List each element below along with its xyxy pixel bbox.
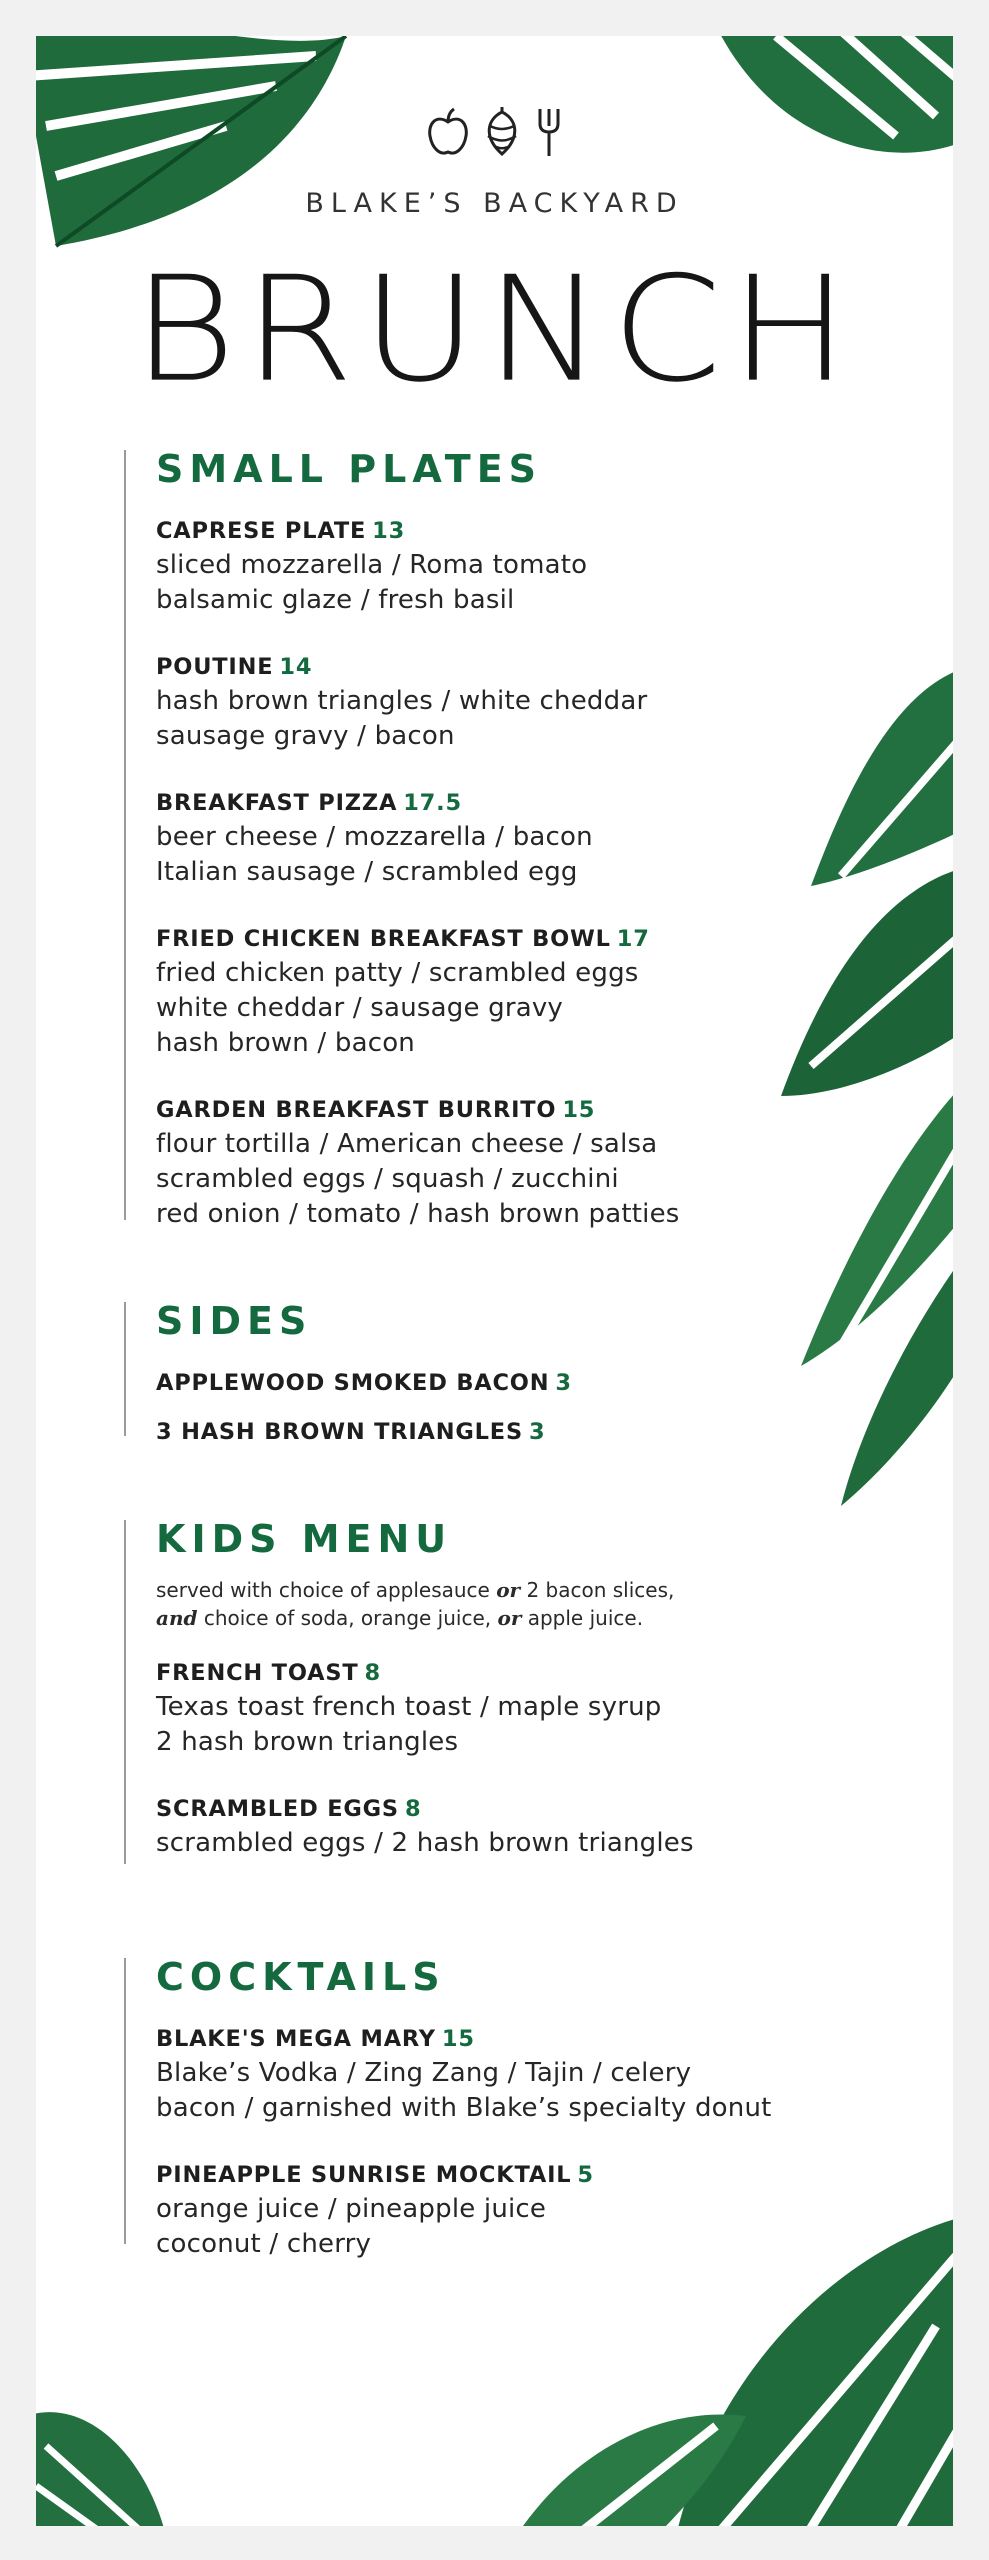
item-desc: bacon / garnished with Blake’s specialty donut xyxy=(156,2093,772,2123)
menu-item xyxy=(156,786,680,890)
item-desc: Texas toast french toast / maple syrup xyxy=(156,1692,662,1722)
item-desc: balsamic glaze / fresh basil xyxy=(156,585,515,615)
section-title: SMALL PLATES xyxy=(156,447,543,491)
monstera-leaf-bottom-right-icon xyxy=(516,2216,953,2526)
menu-item xyxy=(156,514,680,618)
item-desc: fried chicken patty / scrambled eggs xyxy=(156,958,639,988)
cocktails-section xyxy=(124,1955,772,2259)
item-price: 15 xyxy=(562,1097,596,1123)
menu-sheet xyxy=(36,36,953,2526)
item-desc: sliced mozzarella / Roma tomato xyxy=(156,550,588,580)
menu-item xyxy=(156,1415,572,1449)
small-plates-section xyxy=(124,447,680,1229)
item-desc: beer cheese / mozzarella / bacon xyxy=(156,822,593,852)
item-name: GARDEN BREAKFAST BURRITO xyxy=(156,1097,557,1123)
brand-name: BLAKE’S BACKYARD xyxy=(305,188,684,219)
item-name: APPLEWOOD SMOKED BACON xyxy=(156,1370,550,1396)
menu-item xyxy=(156,1656,694,1760)
section-title: SIDES xyxy=(156,1299,313,1343)
item-price: 15 xyxy=(441,2026,475,2052)
item-name: POUTINE xyxy=(156,654,274,680)
item-desc: scrambled eggs / squash / zucchini xyxy=(156,1164,619,1194)
menu-item xyxy=(156,2158,772,2262)
item-name: PINEAPPLE SUNRISE MOCKTAIL xyxy=(156,2162,572,2188)
item-price: 8 xyxy=(364,1660,381,1686)
item-name: BREAKFAST PIZZA xyxy=(156,790,398,816)
item-desc: hash brown / bacon xyxy=(156,1028,415,1058)
item-name: 3 HASH BROWN TRIANGLES xyxy=(156,1419,523,1445)
fork-icon xyxy=(534,106,564,158)
item-desc: 2 hash brown triangles xyxy=(156,1727,459,1757)
item-desc: scrambled eggs / 2 hash brown triangles xyxy=(156,1828,694,1858)
item-name: CAPRESE PLATE xyxy=(156,518,367,544)
item-price: 17 xyxy=(616,926,650,952)
item-desc: Blake’s Vodka / Zing Zang / Tajin / celery xyxy=(156,2058,692,2088)
page-title: BRUNCH xyxy=(132,245,857,415)
item-desc: coconut / cherry xyxy=(156,2229,372,2259)
item-desc: Italian sausage / scrambled egg xyxy=(156,857,578,887)
menu-item xyxy=(156,922,680,1061)
menu-item xyxy=(156,2022,772,2126)
header-icons xyxy=(36,106,953,158)
monstera-leaf-right-side-icon xyxy=(781,626,953,1506)
item-price: 8 xyxy=(404,1796,422,1822)
item-price: 5 xyxy=(577,2162,594,2188)
item-desc: red onion / tomato / hash brown patties xyxy=(156,1199,680,1229)
hop-icon xyxy=(480,106,524,158)
kids-menu-note: served with choice of applesauce or 2 bacon slices, and choice of soda, orange juice, or apple juice. xyxy=(156,1578,675,1630)
monstera-leaf-bottom-left-icon xyxy=(36,2396,176,2526)
kids-menu-section xyxy=(124,1517,694,1864)
item-desc: hash brown triangles / white cheddar xyxy=(156,686,648,716)
item-desc: flour tortilla / American cheese / salsa xyxy=(156,1129,658,1159)
item-desc: sausage gravy / bacon xyxy=(156,721,455,751)
item-name: FRIED CHICKEN BREAKFAST BOWL xyxy=(156,926,611,952)
apple-icon xyxy=(426,106,470,158)
section-title: COCKTAILS xyxy=(156,1955,446,1999)
item-name: FRENCH TOAST xyxy=(156,1660,359,1686)
sides-section xyxy=(124,1299,572,1445)
menu-item xyxy=(156,1792,694,1861)
menu-item xyxy=(156,1366,572,1400)
item-price: 3 xyxy=(555,1370,572,1396)
item-desc: orange juice / pineapple juice xyxy=(156,2194,547,2224)
item-name: SCRAMBLED EGGS xyxy=(156,1796,399,1822)
item-price: 14 xyxy=(279,654,313,680)
item-price: 3 xyxy=(528,1419,546,1445)
item-price: 17.5 xyxy=(403,790,462,816)
menu-item xyxy=(156,650,680,754)
menu-item xyxy=(156,1093,680,1232)
item-name: BLAKE'S MEGA MARY xyxy=(156,2026,436,2052)
item-price: 13 xyxy=(372,518,406,544)
item-desc: white cheddar / sausage gravy xyxy=(156,993,564,1023)
section-title: KIDS MENU xyxy=(156,1517,453,1561)
